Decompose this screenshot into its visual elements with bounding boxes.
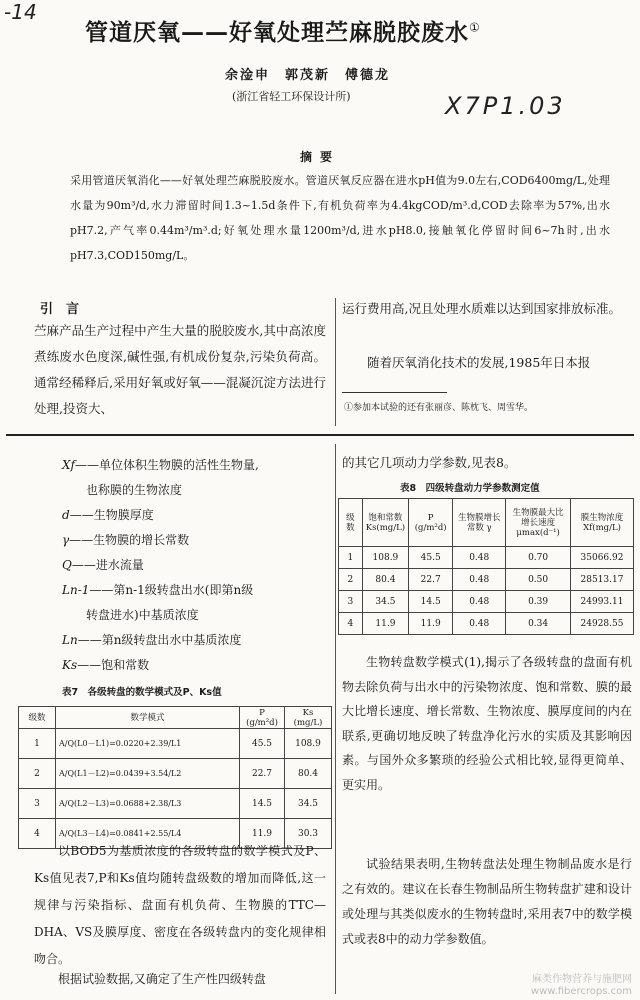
table7 [18,706,332,849]
watermark [531,974,632,998]
table-header: 膜生物浓度 Xf(mg/L) [570,499,633,547]
definition-symbol: γ [62,533,70,547]
abstract-text: 采用管道厌氧消化——好氧处理苎麻脱胶废水。管道厌氧反应器在进水pH值为9.0左右,COD6400mg/L,处理水量为90m³/d,水力滞留时间1.3~1.5d条件下,有机负荷率为4.4kgCOD/m³.d,COD去除率为57%,出水pH7.2,产气率0.44m³/m³.d;好氧处理水量1200m³/d,进水pH8.0,接触氧化停留时间6~7h时,出水pH7.3,COD150mg/L。 [70,174,610,262]
definition-text: 转盘进水)中基质浓度 [62,608,199,622]
column-divider-top [335,298,336,426]
definition-symbol: Ln [62,633,78,647]
table-cell: 4 [19,819,56,849]
authors: 余淦申 郭茂新 傅德龙 [225,68,391,83]
definition-symbol: Ks [62,658,78,672]
table-header-row [19,707,332,729]
footnote-rule [342,392,447,393]
table-cell: 0.39 [506,591,571,613]
title-footnote-mark: ① [469,20,481,35]
table-cell: 14.5 [240,789,285,819]
table-header: 数学模式 [56,707,240,729]
table-cell: A/Q(L1－L2)=0.0439+3.54/L2 [56,759,240,789]
intro-right-text-1: 运行费用高,况且处理水质难以达到国家排放标准。 [342,301,621,316]
table-header: 饱和常数 Ks(mg/L) [362,499,408,547]
left-bottom-text: 以BOD5为基质浓度的各级转盘的数学模式及P、Ks值见表7,P和Ks值均随转盘级数的增加而降低,这一规律与污染指标、盘面有机负荷、生物膜的TTC—DHA、VS及膜厚度、密度在各级转盘内的变化规律相吻合。 [34,844,326,966]
table-cell: 0.34 [506,613,571,635]
right-body-text-b: 试验结果表明,生物转盘法处理生物制品废水是行之有效的。建议在长春生物制品所生物转盘扩建和设计或处理与其类似废水的生物转盘时,采用表7中的数学模式或表8中的动力学参数值。 [342,857,632,946]
article-title [85,14,585,47]
definitions-list [62,452,332,677]
table7-caption: 表7 各级转盘的数学模式及P、Ks值 [62,687,222,698]
right-intro-line: 的其它几项动力学参数,见表8。 [342,455,517,470]
table-header: 级数 [339,499,363,547]
table-cell: 3 [339,591,363,613]
table-cell: 108.9 [285,729,332,759]
table-cell: 11.9 [409,613,453,635]
table-cell: 108.9 [362,547,408,569]
table-cell: 80.4 [285,759,332,789]
table-cell: A/Q(L3－L4)=0.0841+2.55/L4 [56,819,240,849]
table-cell: 22.7 [240,759,285,789]
definition-symbol: d [62,508,70,522]
definition-text: ——饱和常数 [77,658,150,672]
intro-left-text: 苎麻产品生产过程中产生大量的脱胶废水,其中高浓度煮练废水色度深,碱性强,有机成份复杂,污染负荷高。通常经稀释后,采用好氧或好氧——混凝沉淀方法进行处理,投资大、 [34,323,326,416]
table-cell: 35066.92 [570,547,633,569]
table-cell: 11.9 [362,613,408,635]
table-cell: A/Q(L2－L3)=0.0688+2.38/L3 [56,789,240,819]
handwritten-code: X7P1.03 [445,92,566,120]
table-cell: 11.9 [240,819,285,849]
column-divider-bottom [335,444,336,994]
table-header: 生物膜最大比增长速度 μmax(d⁻¹) [506,499,571,547]
table-row [339,569,634,591]
table-cell: 0.48 [453,569,506,591]
table-cell: 2 [19,759,56,789]
table-cell: 4 [339,613,363,635]
abstract-heading: 摘要 [300,150,341,164]
table-cell: 24928.55 [570,613,633,635]
footnote: ①参加本试验的还有张丽彦、陈枕飞、周雪华。 [344,403,534,413]
definition-item [62,577,332,602]
table-row [339,547,634,569]
table-header: Ks (mg/L) [285,707,332,729]
table-cell: 34.5 [362,591,408,613]
table-cell: 0.48 [453,547,506,569]
table-cell: 0.48 [453,591,506,613]
definition-text: ——第n级转盘出水中基质浓度 [77,633,242,647]
intro-heading: 引 言 [40,302,80,317]
table-row [19,759,332,789]
right-body-text-a: 生物转盘数学模式(1),揭示了各级转盘的盘面有机物去除负荷与出水中的污染物浓度、饱和常数、膜的最大比增长速度、增长常数、生物浓度、膜厚度间的内在联系,更确切地反映了转盘净化污水的实质及其影响因素。与国外众多繁琐的经验公式相比较,显得更简单、更实用。 [342,655,632,792]
table-cell: 0.50 [506,569,571,591]
definition-item [62,477,332,502]
definition-text: ——单位体积生物膜的活性生物量, [74,458,259,472]
table-cell: 30.3 [285,819,332,849]
table-cell: 2 [339,569,363,591]
intro-right-text-2: 随着厌氧消化技术的发展,1985年日本报 [367,355,591,370]
definition-item [62,552,332,577]
definition-text: 也称膜的生物浓度 [62,483,183,497]
section-break-line [6,434,634,436]
definition-symbol: Q [62,558,72,572]
table-header: P (g/m²d) [240,707,285,729]
table-row [19,729,332,759]
definition-item [62,502,332,527]
affiliation: (浙江省轻工环保设计所) [232,90,351,103]
table-row [339,613,634,635]
left-last-line: 根据试验数据,又确定了生产性四级转盘 [58,972,266,986]
watermark-line1: 麻类作物营养与施肥网 [532,974,632,985]
definition-item [62,627,332,652]
table-cell: 1 [19,729,56,759]
table-cell: 14.5 [409,591,453,613]
definition-item [62,452,332,477]
definition-text: ——第n-1级转盘出水(即第n级 [89,583,254,597]
table-cell: 1 [339,547,363,569]
handwritten-corner-mark: -14 [4,0,37,24]
table-cell: 28513.17 [570,569,633,591]
table-cell: 80.4 [362,569,408,591]
definition-symbol: Xf [62,458,75,472]
table-cell: 3 [19,789,56,819]
definition-item [62,527,332,552]
table-row [339,591,634,613]
table8-caption: 表8 四级转盘动力学参数测定值 [400,483,540,494]
title-text: 管道厌氧——好氧处理苎麻脱胶废水 [85,20,469,46]
definition-symbol: Ln-1 [62,583,90,597]
table-cell: 34.5 [285,789,332,819]
table-cell: 45.5 [240,729,285,759]
table-header: 生物膜增长常数 γ [453,499,506,547]
table-cell: A/Q(L0－L1)=0.0220+2.39/L1 [56,729,240,759]
table-cell: 22.7 [409,569,453,591]
table-cell: 0.48 [453,613,506,635]
definition-text: ——生物膜的增长常数 [69,533,190,547]
table-header-row [339,499,634,547]
table-cell: 0.70 [506,547,571,569]
definition-text: ——进水流量 [71,558,144,572]
watermark-line2: www.fibercrops.com [530,986,632,997]
definition-text: ——生物膜厚度 [69,508,154,522]
table-cell: 45.5 [409,547,453,569]
table-row [19,789,332,819]
definition-item [62,602,332,627]
table-header: 级数 [19,707,56,729]
definition-item [62,652,332,677]
table-header: P (g/m²d) [409,499,453,547]
table-cell: 24993.11 [570,591,633,613]
table8 [338,498,634,635]
